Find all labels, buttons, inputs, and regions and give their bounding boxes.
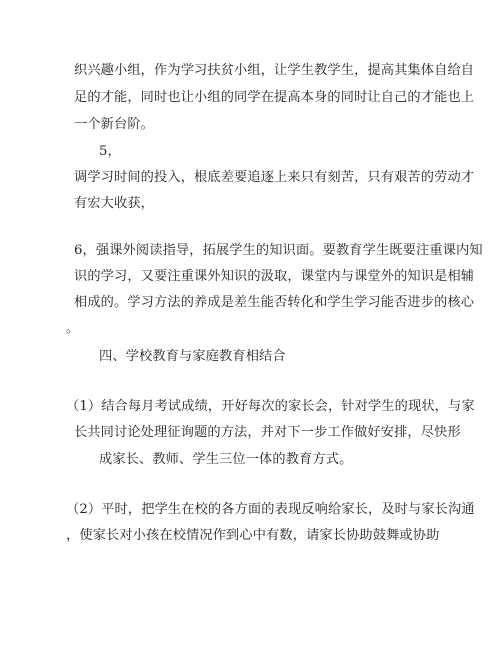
paragraph-5-line-1: （2）平时，把学生在校的各方面的表现反响给家长，及时与家长沟通 <box>66 502 475 517</box>
paragraph-3-line-4: 。 <box>66 321 80 336</box>
paragraph-3-line-2: 识的学习，又要注重课外知识的汲取，课堂内与课堂外的知识是相辅 <box>74 269 475 284</box>
paragraph-2-line-2: 有宏大收获， <box>74 196 155 211</box>
paragraph-1-line-3: 一个新台阶。 <box>74 117 155 132</box>
paragraph-3-line-1: 6，强课外阅读指导，拓展学生的知识面。要教育学生既要注重课内知 <box>74 243 483 258</box>
item-5-number: 5， <box>99 144 121 159</box>
paragraph-1-line-1: 织兴趣小组，作为学习扶贫小组，让学生教学生，提高其集体自给自 <box>74 63 475 78</box>
section-heading: 四、学校教育与家庭教育相结合 <box>99 349 286 364</box>
paragraph-4-line-3: 成家长、教师、学生三位一体的教育方式。 <box>99 452 353 467</box>
paragraph-4-line-1: （1）结合每月考试成绩，开好每次的家长会，针对学生的现状，与家 <box>66 399 475 414</box>
paragraph-2-line-1: 调学习时间的投入，根底差要追逐上来只有刻苦，只有艰苦的劳动才 <box>74 170 475 185</box>
paragraph-4-line-2: 长共同讨论处理征询题的方法，并对下一步工作做好安排，尽快形 <box>74 425 461 440</box>
paragraph-5-line-2: ，使家长对小孩在校情况作到心中有数，请家长协助鼓舞或协助 <box>66 528 440 543</box>
paragraph-3-line-3: 相成的。学习方法的养成是差生能否转化和学生学习能否进步的核心 <box>74 295 475 310</box>
paragraph-1-line-2: 足的才能，同时也让小组的同学在提高本身的同时让自己的才能也上 <box>74 90 475 105</box>
